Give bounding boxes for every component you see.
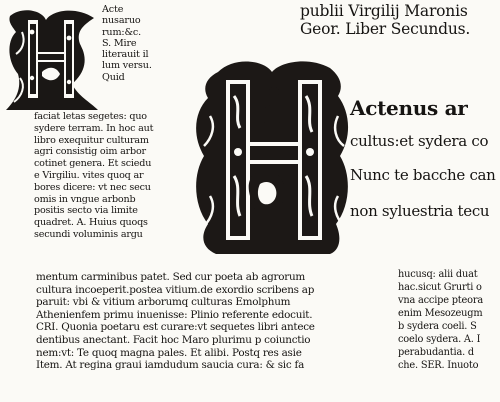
page-header	[300, 2, 500, 38]
commentary-line: quadret. A. Huius quoqs	[34, 217, 148, 229]
header-author: publii Virgilij Maronis	[300, 2, 468, 20]
commentary-right-block	[398, 268, 500, 372]
commentary-line: che. SER. Inuoto	[398, 360, 479, 371]
commentary-line: cultura incoeperit.postea vitium.de exordio scribens ap	[36, 283, 315, 296]
decorated-initial-h-large	[190, 56, 356, 256]
commentary-bottom-block	[36, 271, 406, 372]
commentary-line: Quid	[102, 71, 125, 83]
verse-line-1	[350, 96, 500, 120]
commentary-line: cotinet genera. Et sciedu	[34, 158, 152, 170]
commentary-line: dentibus anectant. Facit hoc Maro plurimu p coiunctio	[36, 333, 311, 346]
verse-line-3	[350, 166, 500, 184]
commentary-line: e Virgiliu. vites quoq ar	[34, 169, 144, 181]
commentary-line: rum:&c.	[102, 26, 142, 38]
commentary-line: hucusq: alii duat	[398, 269, 478, 280]
commentary-line: nusaruo	[102, 15, 141, 27]
commentary-line: hac.sicut Grurti o	[398, 282, 482, 293]
commentary-line: libro exequitur culturam	[34, 134, 149, 146]
commentary-line: literauit il	[102, 49, 149, 61]
header-book-title: Geor. Liber Secundus.	[300, 20, 471, 38]
commentary-line: b sydera coeli. S	[398, 321, 477, 332]
commentary-line: omis in vngue arbonb	[34, 193, 136, 205]
commentary-line: coelo sydera. A. I	[398, 334, 481, 345]
commentary-line: mentum carminibus patet. Sed cur poeta ab agrorum	[36, 271, 306, 283]
commentary-line: lum versu.	[102, 60, 152, 72]
commentary-line: perabudantia. d	[398, 347, 475, 358]
commentary-line: Acte	[102, 4, 124, 15]
commentary-left-block	[34, 111, 194, 241]
commentary-line: S. Mire	[102, 37, 137, 49]
commentary-line: sydere terram. In hoc aut	[34, 122, 154, 134]
verse-line-text: non syluestria tecu	[350, 202, 490, 220]
commentary-line: bores dicere: vt nec secu	[34, 181, 151, 193]
commentary-line: faciat letas segetes: quo	[34, 111, 147, 122]
decorated-initial-h-small	[2, 2, 102, 114]
commentary-line: paruit: vbi & vitium arborumq culturas Emolphum	[36, 296, 291, 309]
verse-line-text: Actenus ar	[350, 96, 468, 120]
commentary-line: CRI. Quonia poetaru est curare:vt sequetes libri antece	[36, 321, 315, 334]
commentary-line: positis secto via limite	[34, 205, 138, 217]
verse-line-text: cultus:et sydera co	[350, 132, 489, 150]
verse-line-2	[350, 132, 500, 150]
commentary-line: secundi voluminis argu	[34, 228, 143, 240]
commentary-top-block	[102, 4, 192, 83]
verse-line-4	[350, 202, 500, 220]
commentary-line: vna accipe pteora	[398, 295, 483, 306]
commentary-line: agri consistig oim arbor	[34, 146, 146, 158]
commentary-line: enim Mesozeugm	[398, 308, 483, 319]
commentary-line: Athenienfem primu inuenisse: Plinio referente edocuit.	[36, 308, 313, 321]
commentary-line: Item. At regina graui iamdudum saucia cura: & sic fa	[36, 359, 305, 372]
commentary-line: nem:vt: Te quoq magna pales. Et alibi. Postq res asie	[36, 346, 302, 359]
verse-line-text: Nunc te bacche can	[350, 166, 496, 184]
